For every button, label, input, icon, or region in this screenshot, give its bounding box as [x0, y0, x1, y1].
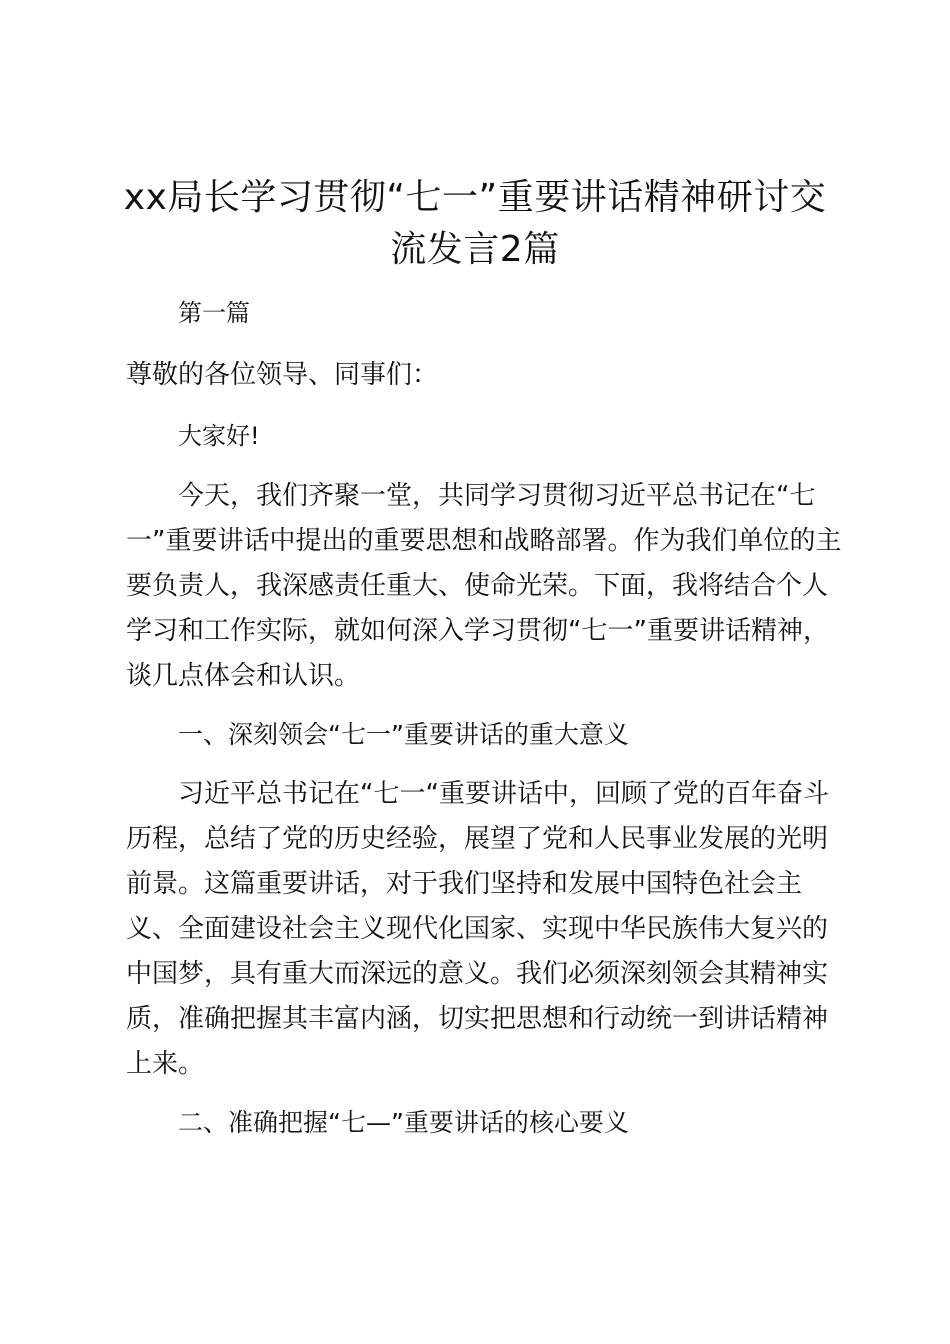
greeting: 大家好!	[178, 422, 260, 450]
paragraph-line: 学习和工作实际，就如何深入学习贯彻“七一”重要讲话精神，	[126, 616, 829, 646]
paragraph-line: 谈几点体会和认识。	[126, 661, 361, 691]
salutation: 尊敬的各位领导、同事们：	[126, 360, 439, 390]
paragraph-line: 历程，总结了党的历史经验，展望了党和人民事业发展的光明	[126, 824, 829, 854]
title-line-2: 流发言2篇	[390, 229, 560, 270]
paragraph-line: 一”重要讲话中提出的重要思想和战略部署。作为我们单位的主	[126, 526, 842, 556]
paragraph-line: 习近平总书记在“七一“重要讲话中，回顾了党的百年奋斗	[178, 779, 829, 809]
paragraph-intro	[126, 474, 842, 699]
section-heading-2: 二、准确把握“七—”重要讲话的核心要义	[178, 1108, 629, 1137]
paragraph-line: 今天，我们齐聚一堂，共同学习贯彻习近平总书记在“七	[178, 481, 816, 511]
title-line-1: xx局长学习贯彻“七一”重要讲话精神研讨交	[123, 177, 827, 218]
paragraph-significance	[126, 772, 836, 1087]
paragraph-line: 要负责人，我深感责任重大、使命光荣。下面，我将结合个人	[126, 571, 829, 601]
paragraph-line: 中国梦，具有重大而深远的意义。我们必须深刻领会其精神实	[126, 959, 829, 989]
paragraph-line: 前景。这篇重要讲话，对于我们坚持和发展中国特色社会主	[126, 869, 803, 899]
section-heading-1: 一、深刻领会“七一”重要讲话的重大意义	[178, 720, 629, 749]
section-label: 第一篇	[178, 299, 250, 327]
paragraph-line: 质，准确把握其丰富内涵，切实把思想和行动统一到讲话精神	[126, 1004, 829, 1034]
paragraph-line: 义、全面建设社会主义现代化国家、实现中华民族伟大复兴的	[126, 914, 829, 944]
paragraph-line: 上来。	[126, 1049, 205, 1079]
document-title	[110, 172, 840, 276]
